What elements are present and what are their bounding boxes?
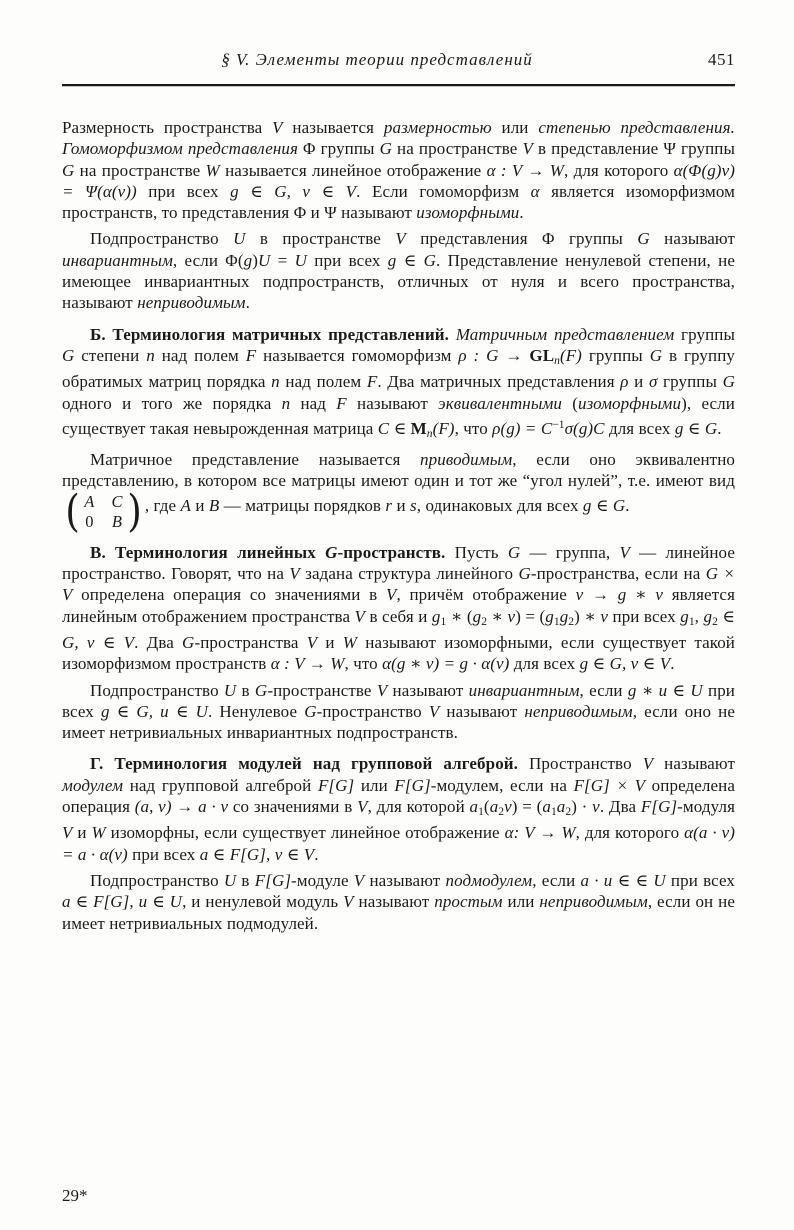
text-run: .	[519, 203, 524, 223]
text-run: -модуле	[291, 870, 354, 890]
text-run: , и ненулевой модуль	[182, 892, 344, 912]
text-run: v	[507, 606, 516, 626]
text-run	[449, 325, 456, 344]
text-run: V	[385, 585, 397, 605]
text-run: над полем	[279, 372, 367, 392]
text-run: n	[146, 345, 155, 365]
text-run: со значениями в	[228, 797, 358, 817]
text-run: , для которого	[563, 160, 674, 180]
text-run: 2	[498, 805, 505, 819]
text-run: Подпространство	[90, 229, 234, 249]
text-run: a ∈ F[G], u ∈ U	[62, 892, 183, 912]
chapter-title: § V. Элементы теории представлений	[221, 50, 533, 69]
text-run: a · u ∈	[580, 870, 631, 890]
text-run: неприводимым	[137, 293, 246, 313]
text-run: F[G]	[640, 797, 678, 817]
text-run: или	[502, 892, 540, 912]
text-run: -модулем, если на	[430, 775, 574, 795]
text-run: ) ·	[571, 797, 593, 817]
text-run: является линейным отображением пространства	[62, 585, 735, 626]
text-run: называют	[387, 680, 469, 700]
text-run: определена операция со значениями в	[72, 585, 386, 605]
text-run: V	[395, 229, 406, 249]
text-run: степени	[74, 345, 147, 365]
text-run: g	[472, 606, 482, 626]
text-run: или	[354, 775, 395, 795]
text-run: является изоморфизмом пространств, то представления Φ и Ψ называют	[62, 181, 735, 223]
text-run: σ(g)C	[564, 418, 605, 438]
print-signature: 29*	[62, 1186, 88, 1205]
text-run: F	[336, 393, 347, 413]
text-run: U	[223, 680, 237, 700]
matrix-cell: C	[111, 492, 123, 512]
text-run: α	[530, 181, 540, 201]
paragraph-submodule	[62, 870, 735, 934]
text-run: ) ∗	[574, 606, 601, 626]
text-run: 2	[565, 805, 572, 819]
text-run: Пусть	[445, 542, 508, 562]
text-run: F[G]	[317, 775, 355, 795]
text-run: U	[233, 229, 246, 249]
text-run: G	[722, 372, 736, 392]
text-run: над	[290, 393, 337, 413]
text-run: a	[556, 797, 566, 817]
text-run: V	[353, 870, 365, 890]
text-run: g ∈ G, u ∈ U	[100, 701, 208, 721]
text-run: для всех	[509, 654, 580, 674]
text-run: W	[205, 160, 220, 180]
text-run: 1	[688, 614, 695, 628]
text-run: или	[491, 118, 539, 137]
text-run: V	[62, 823, 73, 843]
text-run: ∈ U	[630, 870, 666, 890]
paragraph-reducible-representation	[62, 449, 736, 537]
text-run: при всех	[136, 181, 231, 201]
text-run: U	[257, 250, 271, 270]
text-run: G	[304, 701, 317, 721]
text-run: , для которой	[367, 797, 470, 817]
text-run: 2	[712, 614, 718, 628]
text-run: изоморфными	[416, 203, 520, 223]
text-run: называют изоморфными, если существует такой изоморфизмом пространств	[62, 632, 736, 674]
text-run: Подпространство	[90, 870, 224, 890]
matrix-cell: B	[111, 512, 123, 532]
text-run: эквивалентными	[438, 393, 563, 413]
text-run: )	[252, 250, 258, 270]
text-run: . Ненулевое	[207, 701, 305, 721]
text-run: определена операция	[62, 775, 735, 817]
text-run: ∗ (	[446, 606, 473, 626]
text-run: неприводимым	[539, 892, 648, 912]
text-run: G	[637, 229, 650, 249]
running-head	[62, 50, 735, 76]
text-run: подмодулем	[445, 870, 533, 890]
text-run: F	[366, 372, 378, 392]
text-run: a	[469, 797, 479, 817]
text-run: v	[600, 606, 609, 626]
text-run: 1	[440, 614, 447, 628]
text-run: , если оно не имеет нетривиальных инвариантных подпространств.	[62, 701, 736, 743]
text-run: модулем	[62, 775, 124, 795]
text-run: a	[542, 797, 552, 817]
text-run: — линейное пространство. Говорят, что на	[62, 542, 735, 584]
text-run: ), если существует такая невырожденная матрица	[62, 393, 735, 438]
text-run: V	[354, 606, 366, 626]
text-run: — матрицы порядков	[219, 495, 386, 515]
text-run: ρ(g) = C	[492, 418, 553, 438]
text-run: ,	[694, 606, 704, 626]
text-run: ∗	[486, 606, 508, 626]
text-run: инвариантным	[62, 250, 173, 270]
text-run: σ	[648, 372, 658, 392]
text-run: в представление Ψ группы	[532, 139, 736, 159]
matrix-cells	[81, 492, 125, 531]
text-run: , если	[579, 680, 628, 700]
text-run: Размерность пространства	[62, 118, 273, 137]
page-number: 451	[708, 50, 735, 69]
page-body	[62, 117, 735, 934]
text-run: α(g ∗ v) = g · α(v)	[382, 654, 510, 674]
text-run: Б. Терминология матричных представлений.	[90, 324, 449, 344]
text-run: V	[619, 542, 630, 562]
text-run: ) = (	[515, 606, 546, 626]
text-run: одного и того же порядка	[62, 393, 282, 413]
text-run: V	[522, 139, 533, 159]
text-run: G	[62, 160, 75, 180]
text-run: называют	[439, 701, 525, 721]
paragraph-dimension-terminology	[62, 117, 735, 223]
text-run: g	[680, 606, 689, 626]
text-run: G	[62, 345, 75, 365]
text-run: (F)	[432, 418, 455, 438]
text-run: , для которого	[575, 823, 685, 843]
text-run: 1	[553, 614, 560, 628]
text-run: для всех	[604, 418, 675, 438]
text-run: ρ	[620, 372, 629, 392]
text-run: при всех	[608, 606, 681, 626]
text-run: , если оно эквивалентно представлению, в котором все матрицы имеют один и тот же “угол нулей”, т.е. имеют вид	[62, 450, 736, 491]
text-run: v	[592, 797, 600, 817]
text-run: и	[317, 632, 343, 652]
text-run: — группа,	[520, 542, 620, 562]
text-run: группы	[674, 324, 735, 344]
text-run: v → g ∗ v	[575, 585, 664, 605]
text-run: и	[72, 823, 92, 843]
text-run: V	[376, 680, 388, 700]
text-run: C ∈	[377, 418, 411, 438]
text-run: Φ группы	[298, 139, 380, 159]
text-run: называют	[649, 229, 735, 249]
text-run: группы	[657, 372, 723, 392]
text-run: в пространстве	[245, 229, 396, 249]
text-run: V	[289, 564, 300, 584]
text-run: в	[236, 680, 255, 700]
text-run: G	[325, 542, 338, 562]
text-run: G	[518, 564, 531, 584]
text-run: группы	[581, 345, 650, 365]
text-run: g ∈ G	[582, 495, 626, 515]
text-run: (F)	[559, 345, 582, 365]
text-run: α : V → W	[486, 160, 564, 180]
text-run: . Представление ненулевой степени, не имеющее инвариантных подпространств, отличных от нуля и всего пространства, называют	[62, 250, 736, 313]
text-run: F[G] × V	[573, 775, 646, 795]
text-run: G	[379, 139, 393, 159]
text-run: V	[428, 701, 440, 721]
text-run: g ∈ G	[387, 250, 436, 270]
left-paren: (	[65, 485, 80, 537]
text-run: V	[272, 118, 283, 137]
text-run: α(Φ(g)v) = Ψ(α(v))	[62, 160, 735, 201]
text-run: ∈ G, v ∈ V	[62, 606, 735, 652]
text-run: V	[642, 754, 654, 774]
text-run: g	[703, 606, 713, 626]
text-run: , что	[454, 418, 493, 438]
text-run: на пространстве	[392, 139, 523, 159]
text-run: g	[545, 606, 554, 626]
text-run: . Два матричных представления	[377, 372, 621, 392]
text-run: g	[559, 606, 569, 626]
text-run: n	[271, 372, 280, 392]
text-run: представления Φ группы	[405, 229, 638, 249]
text-run: при всех	[62, 680, 735, 721]
text-run: g ∈ G, v ∈ V	[579, 654, 671, 674]
text-run: изоморфны, если существует линейное отображение	[105, 823, 505, 843]
text-run: , если он не имеет нетривиальных подмодулей.	[62, 892, 735, 933]
text-run: v	[504, 797, 512, 817]
text-run: α(a · v) = a · α(v)	[62, 823, 735, 864]
section-v-linear-g-spaces	[62, 542, 735, 675]
text-run: , одинаковых для всех	[416, 495, 583, 515]
text-run: V	[357, 797, 368, 817]
text-run: .	[670, 654, 675, 674]
text-run: , причём отображение	[396, 585, 576, 605]
header-rule	[62, 84, 735, 86]
text-run: B	[208, 495, 220, 515]
paragraph-invariant-subspace	[62, 228, 735, 313]
text-run: G	[182, 632, 195, 652]
paragraph-invariant-g-subspace	[62, 680, 735, 744]
text-run: g	[243, 250, 253, 270]
text-run: g	[431, 606, 441, 626]
text-run: G × V	[62, 564, 735, 605]
text-run: Матричным представлением	[455, 324, 675, 344]
text-run: , если	[532, 870, 581, 890]
text-run: .	[314, 844, 319, 864]
text-run: -пространства, если на	[530, 564, 706, 584]
text-run: при всех	[127, 844, 200, 864]
text-run: называется	[282, 118, 384, 137]
text-run: F[G]	[254, 870, 292, 890]
text-run: Подпространство	[90, 680, 224, 700]
text-run: r	[385, 495, 393, 515]
text-run: -пространства	[194, 632, 307, 652]
text-run: 1	[478, 805, 484, 819]
text-run: M	[410, 418, 427, 438]
text-run: называют	[653, 754, 736, 774]
text-run: при всех	[665, 870, 735, 890]
text-run: −1	[552, 417, 565, 431]
text-run: в себя и	[365, 606, 432, 626]
text-run: и	[191, 495, 209, 515]
text-run: называют	[364, 870, 446, 890]
text-run: g ∈ G	[674, 418, 718, 438]
text-run: над групповой алгеброй	[123, 775, 318, 795]
text-run: неприводимым	[524, 701, 633, 721]
text-run: -пространстве	[267, 680, 377, 700]
text-run: G	[254, 680, 268, 700]
text-run: U	[223, 870, 237, 890]
text-run: -пространств.	[337, 542, 446, 562]
text-run: , если Φ(	[172, 250, 244, 270]
text-run: Матричное представление называется	[90, 450, 421, 470]
text-run: называется гомоморфизм	[256, 345, 459, 365]
text-run: . Два	[599, 797, 641, 817]
text-run: , что	[344, 654, 383, 674]
text-run: при всех	[307, 250, 388, 270]
matrix-2x2	[64, 485, 143, 537]
section-g-group-algebra-modules	[62, 753, 735, 864]
text-run: n	[281, 393, 291, 413]
text-run: изоморфными	[578, 393, 682, 413]
text-run: называют	[353, 892, 435, 912]
text-run: .	[625, 495, 630, 515]
matrix-cell: A	[84, 492, 95, 512]
text-run: W	[342, 632, 358, 652]
text-run: ρ : G →	[458, 345, 530, 365]
text-run: 2	[568, 614, 575, 628]
text-run: инвариантным	[468, 680, 580, 700]
text-run: называется линейное отображение	[219, 160, 487, 180]
section-b-matrix-representations	[62, 324, 735, 444]
text-run: a ∈ F[G], v ∈ V	[199, 844, 315, 864]
text-run: степенью представления. Гомоморфизмом представления	[62, 118, 735, 159]
text-run: 2	[481, 614, 487, 628]
text-run: V	[306, 632, 318, 652]
text-run: =	[270, 250, 295, 270]
text-run: над полем	[154, 345, 246, 365]
text-run: g ∈ G, v ∈ V	[230, 181, 357, 201]
page-footer	[62, 1186, 88, 1206]
text-run: размерностью	[383, 118, 492, 137]
text-run: n	[426, 426, 433, 440]
text-run: -пространство	[316, 701, 429, 721]
text-run: GL	[529, 345, 555, 365]
text-run: 1	[551, 805, 557, 819]
text-run: α : V → W	[270, 654, 345, 674]
text-run: . Два	[134, 632, 183, 652]
text-run: задана структура линейного	[299, 564, 519, 584]
text-run: G	[507, 542, 521, 562]
text-run: F	[245, 345, 257, 365]
text-run: простым	[434, 892, 503, 912]
text-run: в группу обратимых матриц порядка	[62, 345, 736, 392]
right-paren: )	[126, 485, 142, 537]
text-run: A	[180, 495, 192, 515]
text-run: (	[562, 393, 579, 413]
text-run: .	[245, 293, 250, 313]
text-run: s	[410, 495, 417, 515]
text-run: W	[91, 823, 106, 843]
text-run: В. Терминология линейных	[90, 542, 326, 562]
text-run: и	[628, 372, 649, 392]
text-run: ) = (	[511, 797, 543, 817]
text-run: и	[392, 495, 411, 515]
text-run: Пространство	[518, 754, 643, 774]
text-run: g ∗ u ∈ U	[627, 680, 703, 700]
matrix-cell: 0	[85, 512, 94, 532]
text-run: (a, v) → a · v	[134, 797, 229, 817]
text-run: приводимым	[420, 450, 513, 470]
text-run: α: V → W	[504, 823, 576, 843]
text-run: на пространстве	[74, 160, 206, 180]
text-run: Г. Терминология модулей над групповой алгеброй.	[90, 754, 519, 774]
text-run: , где	[144, 495, 181, 515]
text-run: F[G]	[394, 775, 431, 795]
text-run: (	[483, 797, 490, 817]
text-run: называют	[346, 393, 439, 413]
text-run: U	[294, 250, 308, 270]
text-run: -модуля	[677, 797, 736, 817]
text-run: в	[236, 870, 255, 890]
text-run: n	[554, 353, 560, 367]
text-run: G	[649, 345, 663, 365]
text-run: . Если гомоморфизм	[356, 181, 531, 201]
text-run: V	[343, 892, 354, 912]
text-run: a	[489, 797, 499, 817]
text-run: .	[717, 418, 722, 438]
